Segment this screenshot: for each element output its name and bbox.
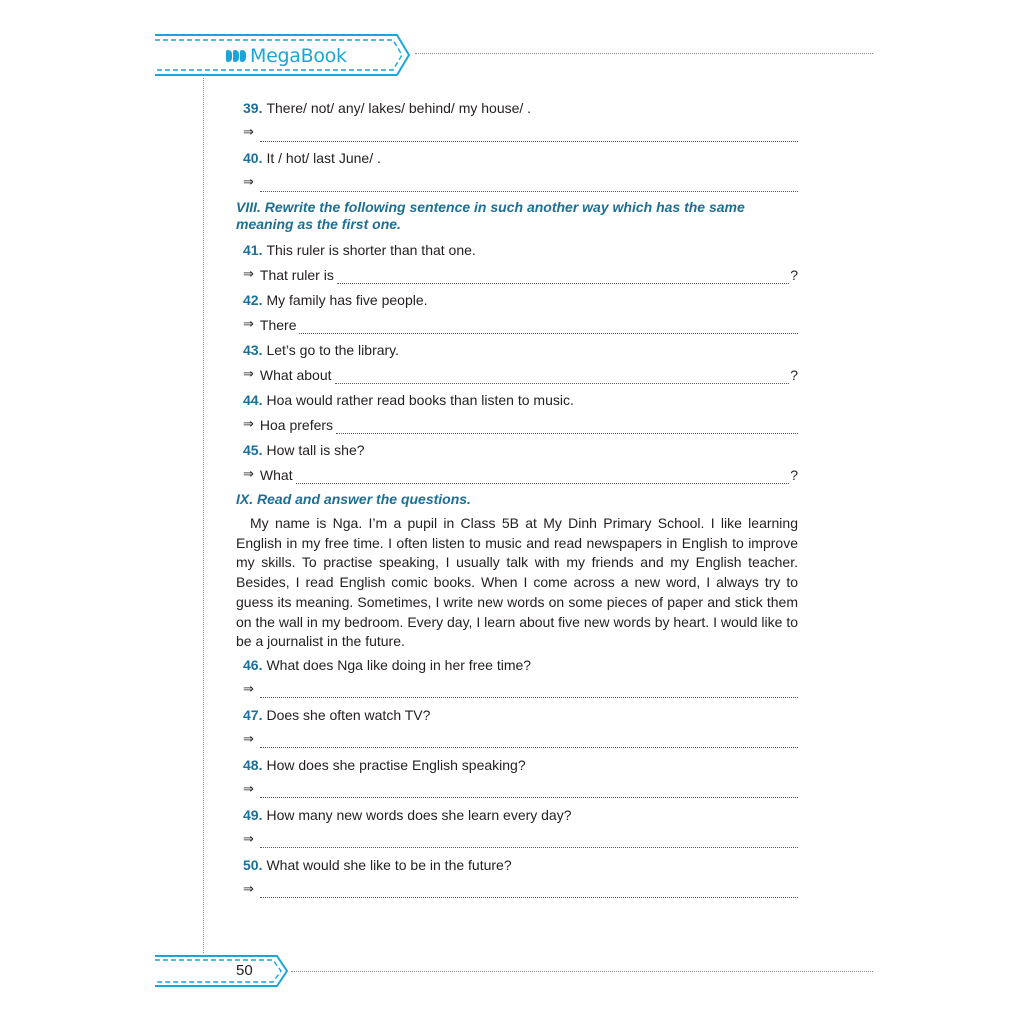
answer-blank[interactable] — [260, 833, 798, 848]
question-list-39-40 — [236, 97, 798, 197]
question-number: 44. — [243, 392, 263, 408]
answer-line[interactable] — [236, 776, 798, 804]
question-item — [236, 147, 798, 169]
answer-prompt: What about — [259, 367, 332, 383]
header-dotted-rule — [415, 53, 873, 54]
section-9-heading: IX. Read and answer the questions. — [236, 491, 471, 507]
question-number: 41. — [243, 242, 263, 258]
question-number: 49. — [243, 806, 263, 823]
answer-blank[interactable] — [336, 419, 798, 434]
question-mark: ? — [790, 367, 798, 383]
question-text: How does she practise English speaking? — [266, 756, 526, 773]
implies-arrow-icon: ⇒ — [243, 467, 254, 482]
answer-line[interactable] — [236, 261, 798, 289]
answer-blank[interactable] — [299, 319, 798, 334]
implies-arrow-icon: ⇒ — [243, 367, 254, 382]
question-list-46-50 — [236, 654, 798, 904]
question-item — [236, 339, 798, 361]
question-item — [236, 239, 798, 261]
question-item — [236, 704, 798, 726]
brand-name: MegaBook — [250, 45, 347, 67]
answer-prompt: That ruler is — [259, 267, 334, 283]
answer-line[interactable] — [236, 726, 798, 754]
question-item — [236, 804, 798, 826]
question-text: Does she often watch TV? — [266, 706, 431, 723]
footer-dotted-rule — [291, 971, 873, 972]
question-text: It / hot/ last June/ . — [266, 150, 381, 166]
question-text: My family has five people. — [266, 292, 428, 308]
answer-line[interactable] — [236, 676, 798, 704]
answer-line[interactable] — [236, 826, 798, 854]
question-text: There/ not/ any/ lakes/ behind/ my house/ . — [266, 100, 532, 116]
answer-line[interactable] — [236, 169, 798, 197]
question-list-41-45 — [236, 239, 798, 489]
answer-blank[interactable] — [335, 369, 790, 384]
question-number: 45. — [243, 442, 263, 458]
question-item — [236, 754, 798, 776]
question-number: 48. — [243, 756, 263, 773]
question-item — [236, 439, 798, 461]
implies-arrow-icon: ⇒ — [243, 125, 254, 140]
answer-line[interactable] — [236, 411, 798, 439]
answer-prompt: There — [259, 317, 297, 333]
answer-line[interactable] — [236, 361, 798, 389]
implies-arrow-icon: ⇒ — [243, 781, 254, 797]
question-text: Hoa would rather read books than listen to music. — [266, 392, 574, 408]
megabook-logo-icon — [226, 50, 246, 62]
implies-arrow-icon: ⇒ — [243, 267, 254, 282]
implies-arrow-icon: ⇒ — [243, 731, 254, 747]
answer-prompt: What — [259, 467, 293, 483]
footer-ribbon — [153, 954, 291, 988]
question-text: This ruler is shorter than that one. — [266, 242, 476, 258]
implies-arrow-icon: ⇒ — [243, 317, 254, 332]
answer-blank[interactable] — [260, 177, 798, 192]
implies-arrow-icon: ⇒ — [243, 681, 254, 697]
question-number: 43. — [243, 342, 263, 358]
answer-line[interactable] — [236, 461, 798, 489]
question-number: 40. — [243, 150, 263, 166]
reading-passage: My name is Nga. I’m a pupil in Class 5B at My Dinh Primary School. I like learning English in my free time. I often listen to music and read newspapers in English to improve my skills. To practise speaking, I usually talk with my friends and my English teacher. Besides, I read English comic books. When I come across a new word, I always try to guess its meaning. Sometimes, I write new words on some pieces of paper and stick them on the wall in my bedroom. Every day, I learn about five new words by heart. I would like to be a journalist in the future. — [236, 515, 798, 650]
question-text: How tall is she? — [266, 442, 365, 458]
question-text: Let’s go to the library. — [266, 342, 400, 358]
question-text: How many new words does she learn every day? — [266, 806, 572, 823]
question-mark: ? — [790, 467, 798, 483]
question-item — [236, 289, 798, 311]
answer-prompt: Hoa prefers — [259, 417, 334, 433]
implies-arrow-icon: ⇒ — [243, 881, 254, 897]
implies-arrow-icon: ⇒ — [243, 417, 254, 432]
answer-blank[interactable] — [337, 269, 789, 284]
page-content — [236, 97, 798, 904]
question-mark: ? — [790, 267, 798, 283]
question-item — [236, 854, 798, 876]
question-text: What would she like to be in the future? — [266, 856, 512, 873]
answer-blank[interactable] — [296, 469, 790, 484]
answer-line[interactable] — [236, 876, 798, 904]
question-number: 42. — [243, 292, 263, 308]
question-number: 46. — [243, 656, 263, 673]
answer-blank[interactable] — [260, 683, 798, 698]
answer-line[interactable] — [236, 119, 798, 147]
page-number: 50 — [236, 962, 253, 979]
answer-blank[interactable] — [260, 733, 798, 748]
question-number: 47. — [243, 706, 263, 723]
answer-line[interactable] — [236, 311, 798, 339]
question-text: What does Nga like doing in her free time? — [266, 656, 532, 673]
question-item — [236, 654, 798, 676]
question-number: 39. — [243, 100, 263, 116]
section-8-heading: VIII. Rewrite the following sentence in such another way which has the same meaning as the first one. — [236, 199, 745, 232]
answer-blank[interactable] — [260, 883, 798, 898]
implies-arrow-icon: ⇒ — [243, 175, 254, 190]
implies-arrow-icon: ⇒ — [243, 831, 254, 847]
question-number: 50. — [243, 856, 263, 873]
answer-blank[interactable] — [260, 127, 798, 142]
answer-blank[interactable] — [260, 783, 798, 798]
margin-dotted-rule — [203, 78, 204, 953]
brand-logo — [226, 43, 347, 69]
question-item — [236, 389, 798, 411]
question-item — [236, 97, 798, 119]
